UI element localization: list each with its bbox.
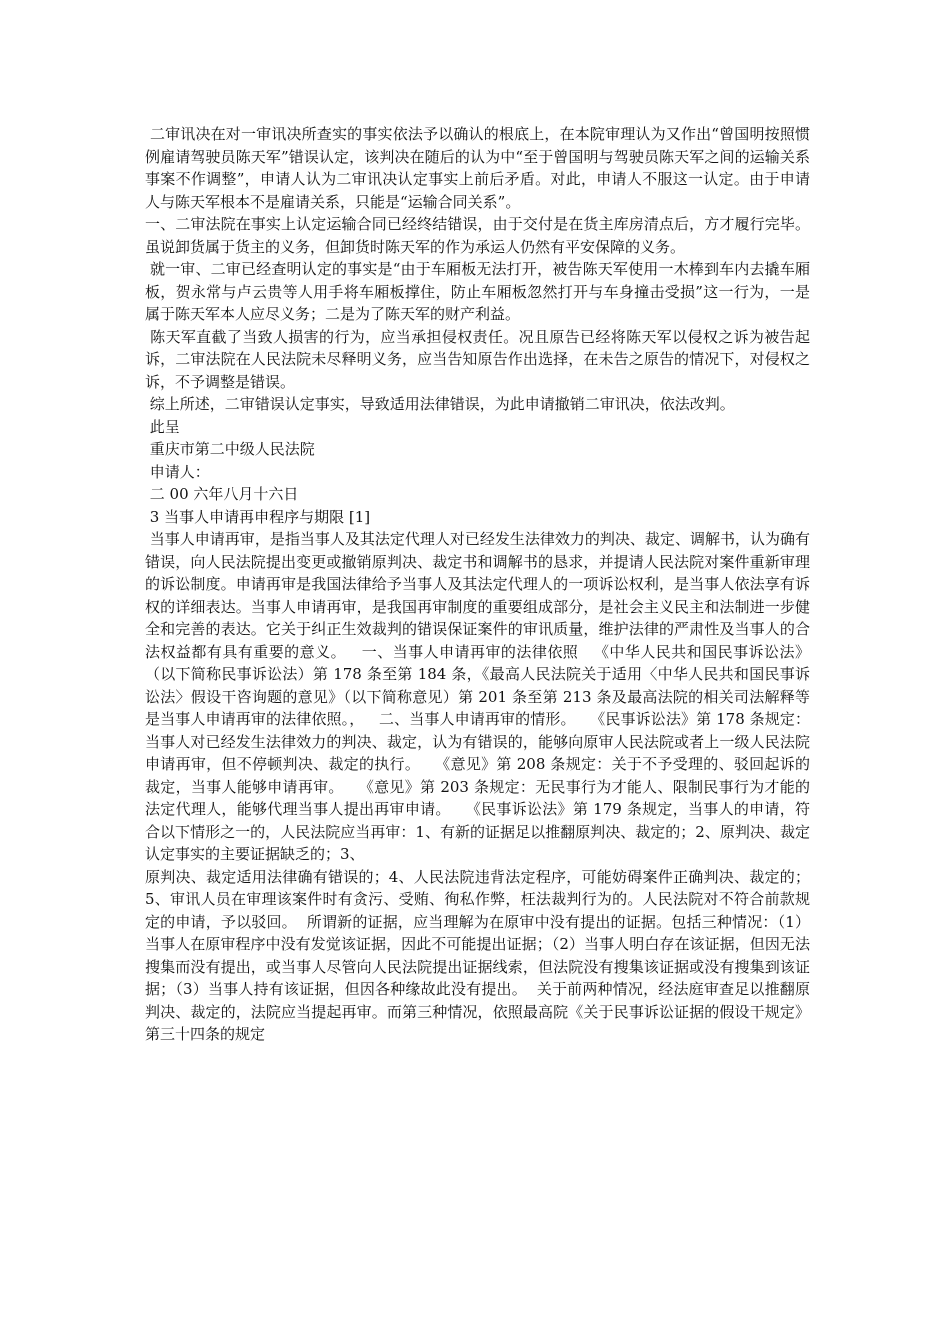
closing-salutation: 此呈: [145, 417, 180, 436]
paragraph-facts: 就一审、二审已经查明认定的事实是“由于车厢板无法打开，被告陈天军使用一木棒到车内去撬车厢板，贺永常与卢云贵等人用手将车厢板撑住，防止车厢板忽然打开与车身撞击受损”这一行为，一是属于陈天军本人应尽义务；二是为了陈天军的财产利益。: [145, 260, 810, 323]
document-body: [145, 123, 810, 1046]
paragraph-retrial-conditions: 原判决、裁定适用法律确有错误的；4、人民法院违背法定程序，可能妨碍案件正确判决、裁定的；5、审讯人员在审理该案件时有贪污、受贿、徇私作弊，枉法裁判行为的。人民法院对不符合前款规定的申请，予以驳回。 所谓新的证据，应当理解为在原审中没有提出的证据。包括三种情况：（1）当事人在原审程序中没有发觉该证据，因此不可能提出证据；（2）当事人明白存在该证据，但因无法搜集而没有提出，或当事人尽管向人民法院提出证据线索，但法院没有搜集该证据或没有搜集到该证据；（3）当事人持有该证据，但因各种缘故此没有提出。 关于前两种情况，经法庭审查足以推翻原判决、裁定的，法院应当提起再审。而第三种情况，依照最高院《关于民事诉讼证据的假设干规定》第三十四条的规定: [145, 867, 810, 1043]
paragraph-point-one: 一、二审法院在事实上认定运输合同已经终结错误，由于交付是在货主库房清点后，方才履行完毕。虽说卸货属于货主的义务，但卸货时陈天军的作为承运人仍然有平安保障的义务。: [145, 215, 810, 256]
applicant-label: 申请人：: [145, 462, 210, 481]
paragraph-retrial-overview: 当事人申请再审，是指当事人及其法定代理人对已经发生法律效力的判决、裁定、调解书，认为确有错误，向人民法院提出变更或撤销原判决、裁定书和调解书的恳求，并提请人民法院对案件重新审理的诉讼制度。申请再审是我国法律给予当事人及其法定代理人的一项诉讼权利，是当事人依法享有诉权的详细表达。当事人申请再审，是我国再审制度的重要组成部分，是社会主义民主和法制进一步健全和完善的表达。它关于纠正生效裁判的错误保证案件的审讯质量，维护法律的严肃性及当事人的合法权益都有具有重要的意义。 一、当事人申请再审的法律依照 《中华人民共和国民事诉讼法》（以下简称民事诉讼法）第 178 条至第 184 条，《最高人民法院关于适用〈中华人民共和国民事诉讼法〉假设干咨询题的意见》（以下简称意见）第 201 条至第 213 条及最高法院的相关司法解释等是当事人申请再审的法律依照。， 二、当事人申请再审的情形。 《民事诉讼法》第 178 条规定：当事人对已经发生法律效力的判决、裁定，认为有错误的，能够向原审人民法院或者上一级人民法院申请再审，但不停顿判决、裁定的执行。 《意见》第 208 条规定：关于不予受理的、驳回起诉的裁定，当事人能够申请再审。 《意见》第 203 条规定：无民事行为才能人、限制民事行为才能的法定代理人，能够代理当事人提出再审申请。 《民事诉讼法》第 179 条规定，当事人的申请，符合以下情形之一的，人民法院应当再审：1、有新的证据足以推翻原判决、裁定的；2、原判决、裁定认定事实的主要证据缺乏的；3、: [145, 530, 810, 863]
paragraph-conclusion: 综上所述，二审错误认定事实，导致适用法律错误，为此申请撤销二审讯决，依法改判。: [145, 395, 735, 413]
document-date: 二 00 六年八月十六日: [145, 485, 299, 503]
paragraph-tort-liability: 陈天军直截了当致人损害的行为，应当承担侵权责任。况且原告已经将陈天军以侵权之诉为被告起诉，二审法院在人民法院未尽释明义务，应当告知原告作出选择，在未告之原告的情况下，对侵权之诉，不予调整是错误。: [145, 327, 810, 391]
section-heading: 3 当事人申请再申程序与期限 [1]: [145, 507, 371, 526]
recipient-court: 重庆市第二中级人民法院: [145, 440, 315, 458]
paragraph-appeal-reasoning: 二审讯决在对一审讯决所查实的事实依法予以确认的根底上，在本院审理认为又作出“曾国明按照惯例雇请驾驶员陈天军”错误认定，该判决在随后的认为中“至于曾国明与驾驶员陈天军之间的运输关系事案不作调整”，申请人认为二审讯决认定事实上前后矛盾。对此，申请人不服这一认定。由于申请人与陈天军根本不是雇请关系，只能是“运输合同关系”。: [145, 125, 810, 211]
